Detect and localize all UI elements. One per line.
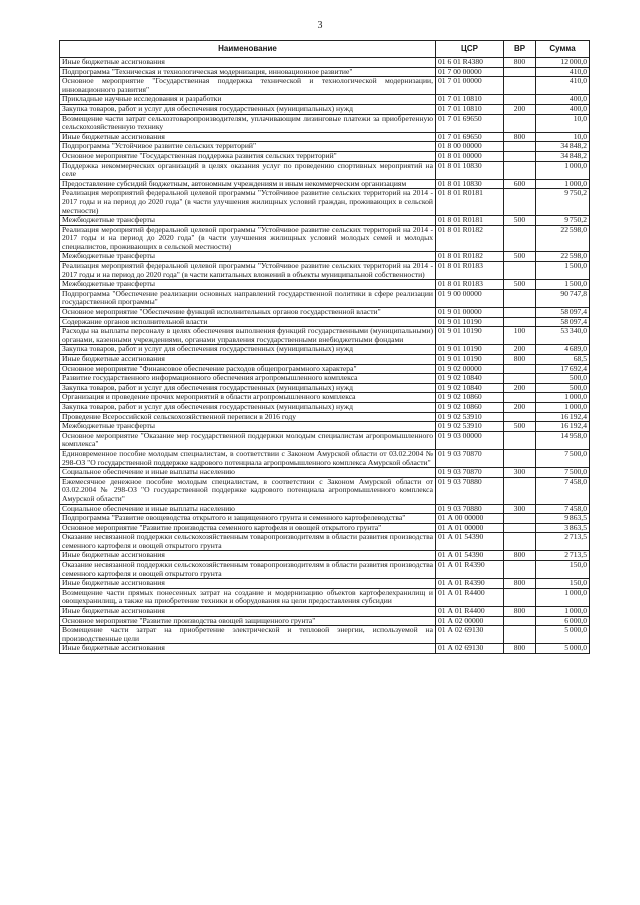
cell-vr — [504, 289, 536, 307]
cell-vr — [504, 225, 536, 252]
table-row — [60, 449, 590, 467]
cell-csr: 01 9 03 00000 — [436, 431, 504, 449]
table-row — [60, 161, 590, 179]
table-row — [60, 280, 590, 290]
cell-csr: 01 8 01 R0181 — [436, 189, 504, 216]
cell-csr: 01 А 00 00000 — [436, 514, 504, 524]
table-row — [60, 151, 590, 161]
cell-sum: 1 000,0 — [536, 607, 590, 617]
table-row — [60, 383, 590, 393]
cell-vr: 500 — [504, 422, 536, 432]
table-row — [60, 588, 590, 606]
table-row — [60, 132, 590, 142]
table-row — [60, 533, 590, 551]
cell-sum: 1 000,0 — [536, 179, 590, 189]
cell-csr: 01 9 02 53910 — [436, 412, 504, 422]
table-row — [60, 317, 590, 327]
cell-vr — [504, 114, 536, 132]
cell-name: Прикладные научные исследования и разработки — [60, 95, 436, 105]
cell-sum: 22 598,0 — [536, 252, 590, 262]
cell-csr: 01 8 00 00000 — [436, 142, 504, 152]
table-row — [60, 114, 590, 132]
cell-csr: 01 9 01 00000 — [436, 308, 504, 318]
cell-csr: 01 7 01 10810 — [436, 104, 504, 114]
table-header-row — [60, 41, 590, 58]
cell-vr — [504, 95, 536, 105]
cell-sum: 1 000,0 — [536, 393, 590, 403]
table-row — [60, 412, 590, 422]
cell-csr: 01 9 02 00000 — [436, 364, 504, 374]
table-row — [60, 514, 590, 524]
table-row — [60, 374, 590, 384]
cell-csr: 01 8 01 R0182 — [436, 252, 504, 262]
cell-sum: 1 000,0 — [536, 161, 590, 179]
cell-sum: 22 598,0 — [536, 225, 590, 252]
cell-name: Реализация мероприятий федеральной целевой программы "Устойчивое развитие сельских территорий на 2014 - 2017 годы и на период до 2020 года" (в части улучшения жилищных условий молодых семей и молодых специалистов, проживающих в сельской местности) — [60, 225, 436, 252]
cell-csr: 01 8 01 10830 — [436, 161, 504, 179]
cell-sum: 150,0 — [536, 579, 590, 589]
table-row — [60, 561, 590, 579]
header-csr: ЦСР — [436, 41, 504, 58]
cell-csr: 01 9 03 70880 — [436, 504, 504, 514]
cell-name: Подпрограмма "Техническая и технологическая модернизация, инновационное развитие" — [60, 67, 436, 77]
cell-sum: 9 863,5 — [536, 514, 590, 524]
cell-csr: 01 А 01 54390 — [436, 533, 504, 551]
page-number: 3 — [317, 20, 323, 31]
cell-csr: 01 8 01 R0182 — [436, 225, 504, 252]
cell-vr — [504, 588, 536, 606]
cell-csr: 01 6 01 R4380 — [436, 58, 504, 68]
table-row — [60, 607, 590, 617]
cell-vr — [504, 374, 536, 384]
cell-name: Иные бюджетные ассигнования — [60, 644, 436, 654]
cell-name: Иные бюджетные ассигнования — [60, 58, 436, 68]
cell-vr — [504, 477, 536, 504]
cell-name: Реализация мероприятий федеральной целевой программы "Устойчивое развитие сельских территорий на 2014 - 2017 годы и на период до 2020 года" (в части капитальных вложений в объекты муниципальной собственности) — [60, 262, 436, 280]
cell-vr: 800 — [504, 579, 536, 589]
cell-sum: 14 958,0 — [536, 431, 590, 449]
cell-sum: 9 750,2 — [536, 189, 590, 216]
cell-vr: 800 — [504, 644, 536, 654]
cell-csr: 01 9 02 10860 — [436, 402, 504, 412]
cell-vr: 800 — [504, 132, 536, 142]
cell-csr: 01 А 02 00000 — [436, 616, 504, 626]
cell-name: Основное мероприятие "Финансовое обеспечение расходов общепрограммного характера" — [60, 364, 436, 374]
table-row — [60, 252, 590, 262]
cell-sum: 58 097,4 — [536, 317, 590, 327]
cell-csr: 01 9 03 70870 — [436, 449, 504, 467]
cell-sum: 90 747,8 — [536, 289, 590, 307]
cell-vr: 800 — [504, 551, 536, 561]
cell-name: Закупка товаров, работ и услуг для обеспечения государственных (муниципальных) нужд — [60, 383, 436, 393]
cell-name: Социальное обеспечение и иные выплаты населению — [60, 504, 436, 514]
cell-name: Развитие государственного информационного обеспечения агропромышленного комплекса — [60, 374, 436, 384]
cell-name: Возмещение части затрат на приобретение электрической и тепловой энергии, используемой на производственные цели — [60, 626, 436, 644]
cell-csr: 01 9 01 10190 — [436, 327, 504, 345]
cell-name: Межбюджетные трансферты — [60, 252, 436, 262]
cell-name: Ежемесячное денежное пособие молодым специалистам, в соответствии с Законом Амурской области от 03.02.2004 № 298-ОЗ "О государственной поддержке кадрового потенциала агропромышленного комплекса Амурской области" — [60, 477, 436, 504]
cell-name: Основное мероприятие "Развитие производства овощей защищенного грунта" — [60, 616, 436, 626]
cell-name: Единовременное пособие молодым специалистам, в соответствии с Законом Амурской области от 03.02.2004 № 298-ОЗ "О государственной поддержке кадрового потенциала агропромышленного комплекса Амурской области" — [60, 449, 436, 467]
cell-vr: 500 — [504, 216, 536, 226]
cell-name: Основное мероприятие "Оказание мер государственной поддержки молодым специалистам агропромышленного комплекса" — [60, 431, 436, 449]
cell-name: Иные бюджетные ассигнования — [60, 355, 436, 365]
cell-sum: 4 689,0 — [536, 345, 590, 355]
cell-csr: 01 7 00 00000 — [436, 67, 504, 77]
cell-vr — [504, 189, 536, 216]
table-row — [60, 67, 590, 77]
table-row — [60, 142, 590, 152]
cell-vr — [504, 317, 536, 327]
cell-csr: 01 8 01 R0183 — [436, 262, 504, 280]
cell-sum: 500,0 — [536, 374, 590, 384]
cell-vr — [504, 364, 536, 374]
table-row — [60, 402, 590, 412]
cell-vr — [504, 431, 536, 449]
cell-sum: 5 000,0 — [536, 644, 590, 654]
cell-sum: 68,5 — [536, 355, 590, 365]
cell-vr — [504, 308, 536, 318]
table-row — [60, 308, 590, 318]
cell-name: Основное мероприятие "Развитие производства семенного картофеля и овощей открытого грунта" — [60, 523, 436, 533]
header-sum: Сумма — [536, 41, 590, 58]
cell-vr — [504, 393, 536, 403]
cell-vr — [504, 561, 536, 579]
cell-sum: 2 713,5 — [536, 533, 590, 551]
cell-name: Предоставление субсидий бюджетным, автономным учреждениям и иным некоммерческим организациям — [60, 179, 436, 189]
cell-sum: 1 000,0 — [536, 588, 590, 606]
cell-csr: 01 9 02 53910 — [436, 422, 504, 432]
cell-name: Основное мероприятие "Обеспечение функций исполнительных органов государственной власти" — [60, 308, 436, 318]
cell-csr: 01 А 01 R4400 — [436, 607, 504, 617]
table-row — [60, 345, 590, 355]
table-row — [60, 616, 590, 626]
cell-vr — [504, 262, 536, 280]
cell-sum: 9 750,2 — [536, 216, 590, 226]
cell-vr — [504, 626, 536, 644]
cell-csr: 01 А 01 54390 — [436, 551, 504, 561]
cell-vr: 800 — [504, 607, 536, 617]
table-row — [60, 644, 590, 654]
cell-sum: 150,0 — [536, 561, 590, 579]
cell-vr — [504, 412, 536, 422]
cell-csr: 01 9 03 70870 — [436, 468, 504, 478]
cell-vr: 500 — [504, 252, 536, 262]
table-row — [60, 225, 590, 252]
cell-sum: 1 000,0 — [536, 402, 590, 412]
cell-name: Поддержка некоммерческих организаций в целях оказания услуг по проведению спортивных мероприятий на селе — [60, 161, 436, 179]
cell-name: Организация и проведение прочих мероприятий в области агропромышленного комплекса — [60, 393, 436, 403]
cell-sum: 58 097,4 — [536, 308, 590, 318]
table-row — [60, 289, 590, 307]
table-row — [60, 262, 590, 280]
cell-name: Закупка товаров, работ и услуг для обеспечения государственных (муниципальных) нужд — [60, 104, 436, 114]
cell-csr: 01 7 01 10810 — [436, 95, 504, 105]
cell-vr — [504, 523, 536, 533]
cell-sum: 7 500,0 — [536, 449, 590, 467]
cell-csr: 01 9 02 10840 — [436, 374, 504, 384]
cell-name: Подпрограмма "Обеспечение реализации основных направлений государственной политики в сфере реализации государственной программы" — [60, 289, 436, 307]
cell-vr: 100 — [504, 327, 536, 345]
cell-csr: 01 8 01 R0183 — [436, 280, 504, 290]
cell-name: Основное мероприятие "Государственная поддержка развития сельских территорий" — [60, 151, 436, 161]
cell-sum: 1 500,0 — [536, 280, 590, 290]
table-row — [60, 216, 590, 226]
cell-sum: 6 000,0 — [536, 616, 590, 626]
cell-vr — [504, 616, 536, 626]
table-row — [60, 364, 590, 374]
cell-vr — [504, 533, 536, 551]
cell-csr: 01 7 01 69650 — [436, 132, 504, 142]
cell-name: Расходы на выплаты персоналу в целях обеспечения выполнения функций государственными (муниципальными) органами, казенными учреждениями, органами управления государственными внебюджетными фондами — [60, 327, 436, 345]
table-row — [60, 58, 590, 68]
cell-vr: 800 — [504, 355, 536, 365]
cell-vr — [504, 67, 536, 77]
cell-csr: 01 А 02 69130 — [436, 626, 504, 644]
cell-csr: 01 9 01 10190 — [436, 317, 504, 327]
table-row — [60, 431, 590, 449]
cell-sum: 16 192,4 — [536, 422, 590, 432]
cell-sum: 34 848,2 — [536, 151, 590, 161]
cell-name: Содержание органов исполнительной власти — [60, 317, 436, 327]
table-row — [60, 468, 590, 478]
cell-csr: 01 9 01 10190 — [436, 355, 504, 365]
cell-csr: 01 А 01 R4400 — [436, 588, 504, 606]
cell-csr: 01 А 01 00000 — [436, 523, 504, 533]
cell-name: Закупка товаров, работ и услуг для обеспечения государственных (муниципальных) нужд — [60, 402, 436, 412]
cell-csr: 01 А 01 R4390 — [436, 579, 504, 589]
table-row — [60, 355, 590, 365]
cell-name: Закупка товаров, работ и услуг для обеспечения государственных (муниципальных) нужд — [60, 345, 436, 355]
cell-sum: 400,0 — [536, 95, 590, 105]
cell-vr: 600 — [504, 179, 536, 189]
cell-vr: 200 — [504, 402, 536, 412]
cell-vr: 200 — [504, 104, 536, 114]
cell-csr: 01 9 02 10860 — [436, 393, 504, 403]
cell-sum: 410,0 — [536, 77, 590, 95]
cell-name: Основное мероприятие "Государственная поддержка технической и технологической модернизации, инновационного развития" — [60, 77, 436, 95]
cell-name: Подпрограмма "Устойчивое развитие сельских территорий" — [60, 142, 436, 152]
cell-name: Иные бюджетные ассигнования — [60, 551, 436, 561]
cell-name: Проведение Всероссийской сельскохозяйственной переписи в 2016 году — [60, 412, 436, 422]
cell-csr: 01 8 01 R0181 — [436, 216, 504, 226]
cell-name: Возмещение части прямых понесенных затрат на создание и модернизацию объектов картофелехранилищ и овощехранилищ, а также на приобретение техники и оборудования на цели предоставления субсидии — [60, 588, 436, 606]
cell-csr: 01 9 01 10190 — [436, 345, 504, 355]
cell-vr: 500 — [504, 280, 536, 290]
budget-table — [59, 40, 590, 654]
cell-csr: 01 7 01 00000 — [436, 77, 504, 95]
cell-csr: 01 А 01 R4390 — [436, 561, 504, 579]
cell-sum: 12 000,0 — [536, 58, 590, 68]
cell-sum: 10,0 — [536, 114, 590, 132]
cell-vr: 200 — [504, 383, 536, 393]
cell-name: Иные бюджетные ассигнования — [60, 132, 436, 142]
cell-name: Межбюджетные трансферты — [60, 216, 436, 226]
cell-vr — [504, 77, 536, 95]
cell-name: Возмещение части затрат сельхозтоваропроизводителям, уплачивающим лизинговые платежи за приобретенную сельскохозяйственную технику — [60, 114, 436, 132]
table-row — [60, 626, 590, 644]
cell-name: Реализация мероприятий федеральной целевой программы "Устойчивое развитие сельских территорий на 2014 - 2017 годы и на период до 2020 года" (в части улучшения жилищных условий граждан, проживающих в сельской местности) — [60, 189, 436, 216]
cell-sum: 34 848,2 — [536, 142, 590, 152]
table-row — [60, 422, 590, 432]
cell-vr — [504, 151, 536, 161]
table-row — [60, 523, 590, 533]
cell-sum: 1 500,0 — [536, 262, 590, 280]
cell-vr: 300 — [504, 504, 536, 514]
header-name: Наименование — [60, 41, 436, 58]
cell-sum: 7 500,0 — [536, 468, 590, 478]
cell-name: Оказание несвязанной поддержки сельскохозяйственным товаропроизводителям в области развития производства семенного картофеля и овощей открытого грунта — [60, 561, 436, 579]
cell-sum: 410,0 — [536, 67, 590, 77]
table-row — [60, 179, 590, 189]
cell-vr — [504, 142, 536, 152]
cell-vr — [504, 449, 536, 467]
cell-csr: 01 8 01 10830 — [436, 179, 504, 189]
cell-csr: 01 9 03 70880 — [436, 477, 504, 504]
cell-sum: 53 340,0 — [536, 327, 590, 345]
cell-sum: 5 000,0 — [536, 626, 590, 644]
cell-vr: 300 — [504, 468, 536, 478]
cell-name: Иные бюджетные ассигнования — [60, 579, 436, 589]
cell-csr: 01 А 02 69130 — [436, 644, 504, 654]
cell-name: Иные бюджетные ассигнования — [60, 607, 436, 617]
cell-vr — [504, 514, 536, 524]
table-row — [60, 77, 590, 95]
cell-sum: 500,0 — [536, 383, 590, 393]
cell-sum: 7 458,0 — [536, 504, 590, 514]
cell-vr — [504, 161, 536, 179]
cell-sum: 3 863,5 — [536, 523, 590, 533]
table-row — [60, 104, 590, 114]
cell-sum: 10,0 — [536, 132, 590, 142]
cell-sum: 400,0 — [536, 104, 590, 114]
table-row — [60, 95, 590, 105]
table-row — [60, 393, 590, 403]
cell-sum: 7 458,0 — [536, 477, 590, 504]
table-row — [60, 551, 590, 561]
cell-csr: 01 9 00 00000 — [436, 289, 504, 307]
table-body — [60, 58, 590, 654]
header-vr: ВР — [504, 41, 536, 58]
table-row — [60, 504, 590, 514]
cell-vr: 800 — [504, 58, 536, 68]
cell-csr: 01 8 01 00000 — [436, 151, 504, 161]
cell-name: Межбюджетные трансферты — [60, 280, 436, 290]
cell-csr: 01 7 01 69650 — [436, 114, 504, 132]
cell-csr: 01 9 02 10840 — [436, 383, 504, 393]
cell-name: Подпрограмма "Развитие овощеводства открытого и защищенного грунта и семенного картофелеводства" — [60, 514, 436, 524]
cell-sum: 17 692,4 — [536, 364, 590, 374]
cell-name: Оказание несвязанной поддержки сельскохозяйственным товаропроизводителям в области развития производства семенного картофеля и овощей открытого грунта — [60, 533, 436, 551]
cell-vr: 200 — [504, 345, 536, 355]
table-row — [60, 189, 590, 216]
cell-sum: 2 713,5 — [536, 551, 590, 561]
cell-sum: 16 192,4 — [536, 412, 590, 422]
table-row — [60, 579, 590, 589]
table-row — [60, 477, 590, 504]
table-row — [60, 327, 590, 345]
cell-name: Социальное обеспечение и иные выплаты населению — [60, 468, 436, 478]
cell-name: Межбюджетные трансферты — [60, 422, 436, 432]
